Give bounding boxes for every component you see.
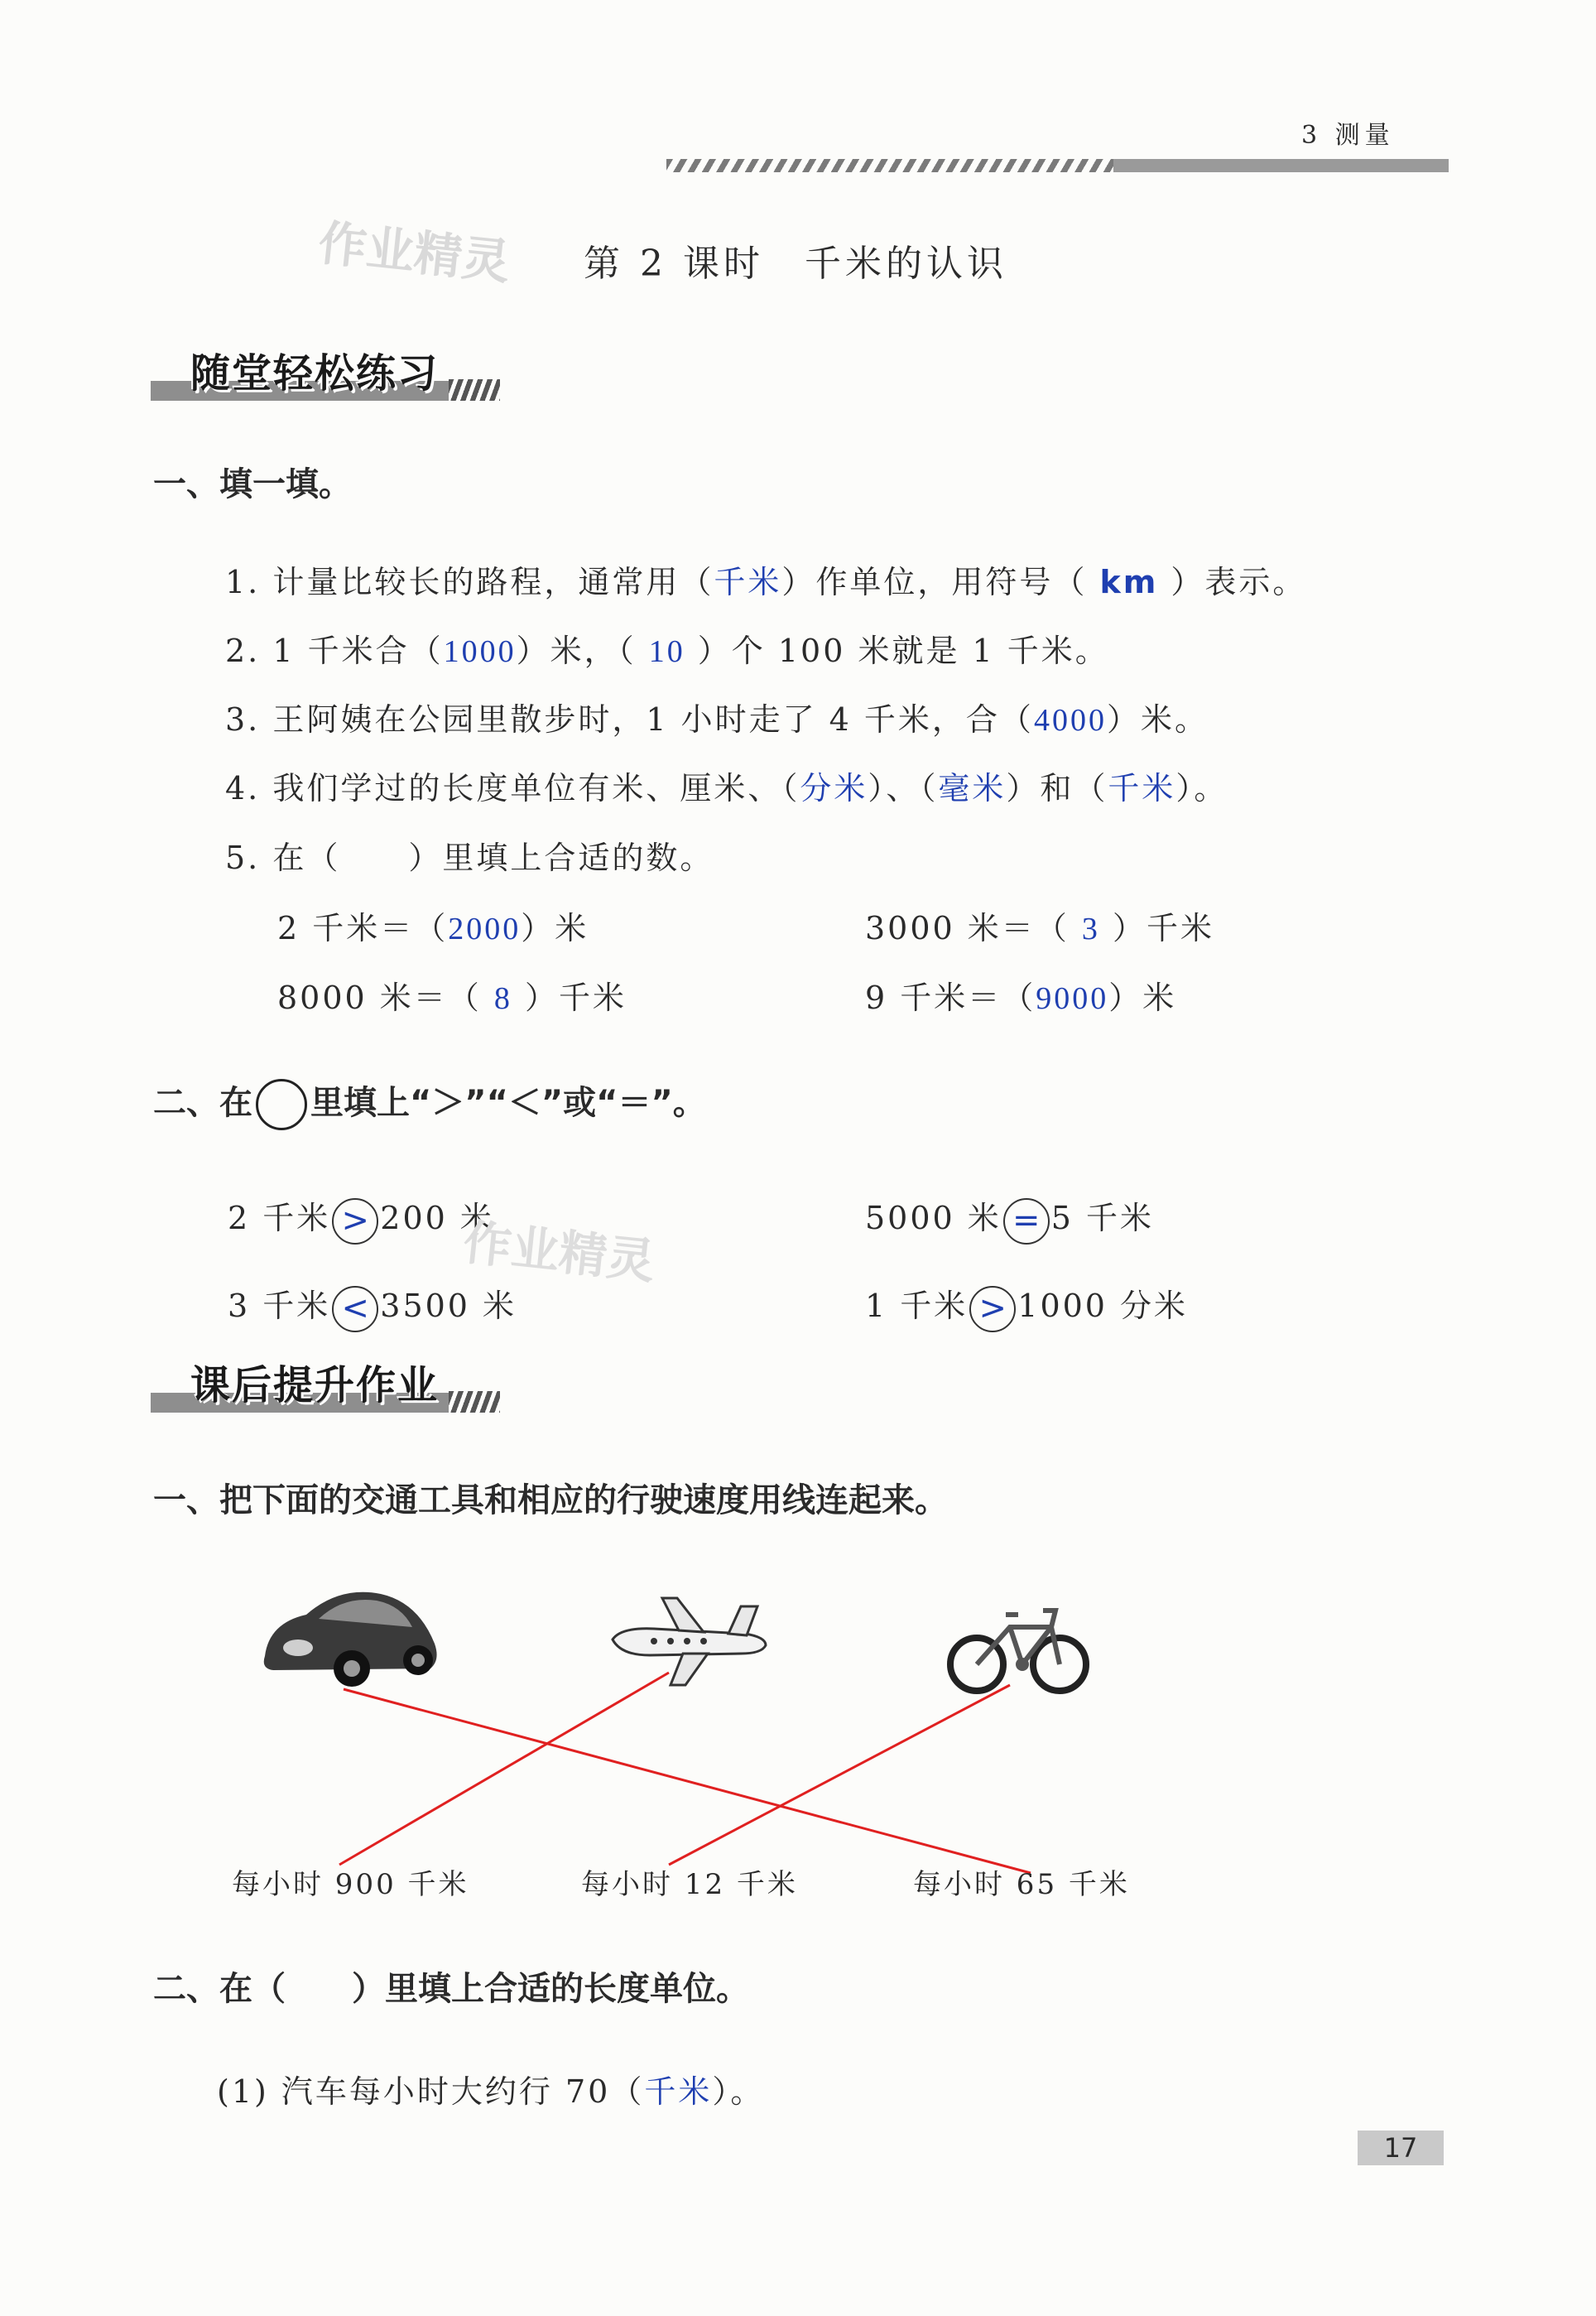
fill-item-4: 4. 我们学过的长度单位有米、厘米、（分米）、（毫米）和（千米）。 bbox=[225, 770, 1228, 807]
lesson-title: 第 2 课时 千米的认识 bbox=[584, 243, 1007, 285]
page-number: 17 bbox=[1358, 2131, 1444, 2165]
fill-item-5: 5. 在（ ）里填上合适的数。 bbox=[225, 840, 714, 876]
speed-label: 每小时 12 千米 bbox=[581, 1868, 798, 1901]
unit-fill-item-1: (1) 汽车每小时大约行 70（千米）。 bbox=[217, 2073, 765, 2110]
match-line-car bbox=[344, 1689, 1031, 1873]
section-banner-text: 随堂轻松练习 bbox=[190, 350, 440, 397]
answer: 分米 bbox=[800, 772, 868, 807]
answer: 8 bbox=[493, 981, 512, 1016]
answer: 毫米 bbox=[938, 772, 1007, 807]
answer: 2000 bbox=[448, 912, 522, 946]
conversion-1: 2 千米＝（2000）米 bbox=[277, 910, 589, 946]
answer: km bbox=[1099, 564, 1159, 600]
conversion-3: 8000 米＝（ 8 ）千米 bbox=[277, 980, 627, 1016]
answer: 1000 bbox=[443, 634, 517, 669]
chapter-label: 3 测量 bbox=[1301, 121, 1395, 150]
speed-label: 每小时 65 千米 bbox=[913, 1868, 1130, 1901]
speed-label: 每小时 900 千米 bbox=[232, 1868, 469, 1901]
match-line-bike bbox=[669, 1685, 1010, 1865]
question-heading: 一、填一填。 bbox=[153, 465, 352, 503]
fill-item-2: 2. 1 千米合（1000）米，（ 10 ）个 100 米就是 1 千米。 bbox=[225, 633, 1109, 669]
fill-item-1: 1. 计量比较长的路程，通常用（千米）作单位，用符号（ km ）表示。 bbox=[225, 564, 1307, 600]
compare-3: 3 千米 < 3500 米 bbox=[228, 1280, 517, 1332]
question-heading: 一、把下面的交通工具和相应的行驶速度用线连起来。 bbox=[153, 1481, 948, 1519]
compare-1: 2 千米 > 200 米 bbox=[228, 1192, 494, 1245]
answer: 3 bbox=[1081, 912, 1100, 946]
answer: 千米 bbox=[644, 2075, 713, 2110]
fill-item-3: 3. 王阿姨在公园里散步时，1 小时走了 4 千米，合（4000）米。 bbox=[225, 701, 1209, 738]
conversion-2: 3000 米＝（ 3 ）千米 bbox=[865, 910, 1214, 946]
question-heading: 二、在（ ）里填上合适的长度单位。 bbox=[153, 1970, 749, 2008]
compare-sign: > bbox=[332, 1198, 378, 1245]
compare-4: 1 千米 > 1000 分米 bbox=[865, 1280, 1188, 1332]
watermark: 作业精灵 bbox=[315, 214, 513, 291]
compare-sign: = bbox=[1003, 1198, 1050, 1245]
conversion-4: 9 千米＝（9000）米 bbox=[865, 980, 1177, 1016]
answer: 10 bbox=[648, 634, 685, 669]
answer: 9000 bbox=[1036, 981, 1109, 1016]
answer: 4000 bbox=[1033, 703, 1107, 738]
compare-sign: > bbox=[969, 1286, 1016, 1332]
answer: 千米 bbox=[1108, 772, 1176, 807]
question-heading: 二、在 里填上“＞”“＜”或“＝”。 bbox=[153, 1076, 706, 1130]
watermark: 作业精灵 bbox=[460, 1214, 658, 1290]
compare-2: 5000 米 = 5 千米 bbox=[865, 1192, 1154, 1245]
answer: 千米 bbox=[714, 566, 782, 600]
compare-sign: < bbox=[332, 1286, 378, 1332]
section-banner-text: 课后提升作业 bbox=[190, 1362, 440, 1408]
